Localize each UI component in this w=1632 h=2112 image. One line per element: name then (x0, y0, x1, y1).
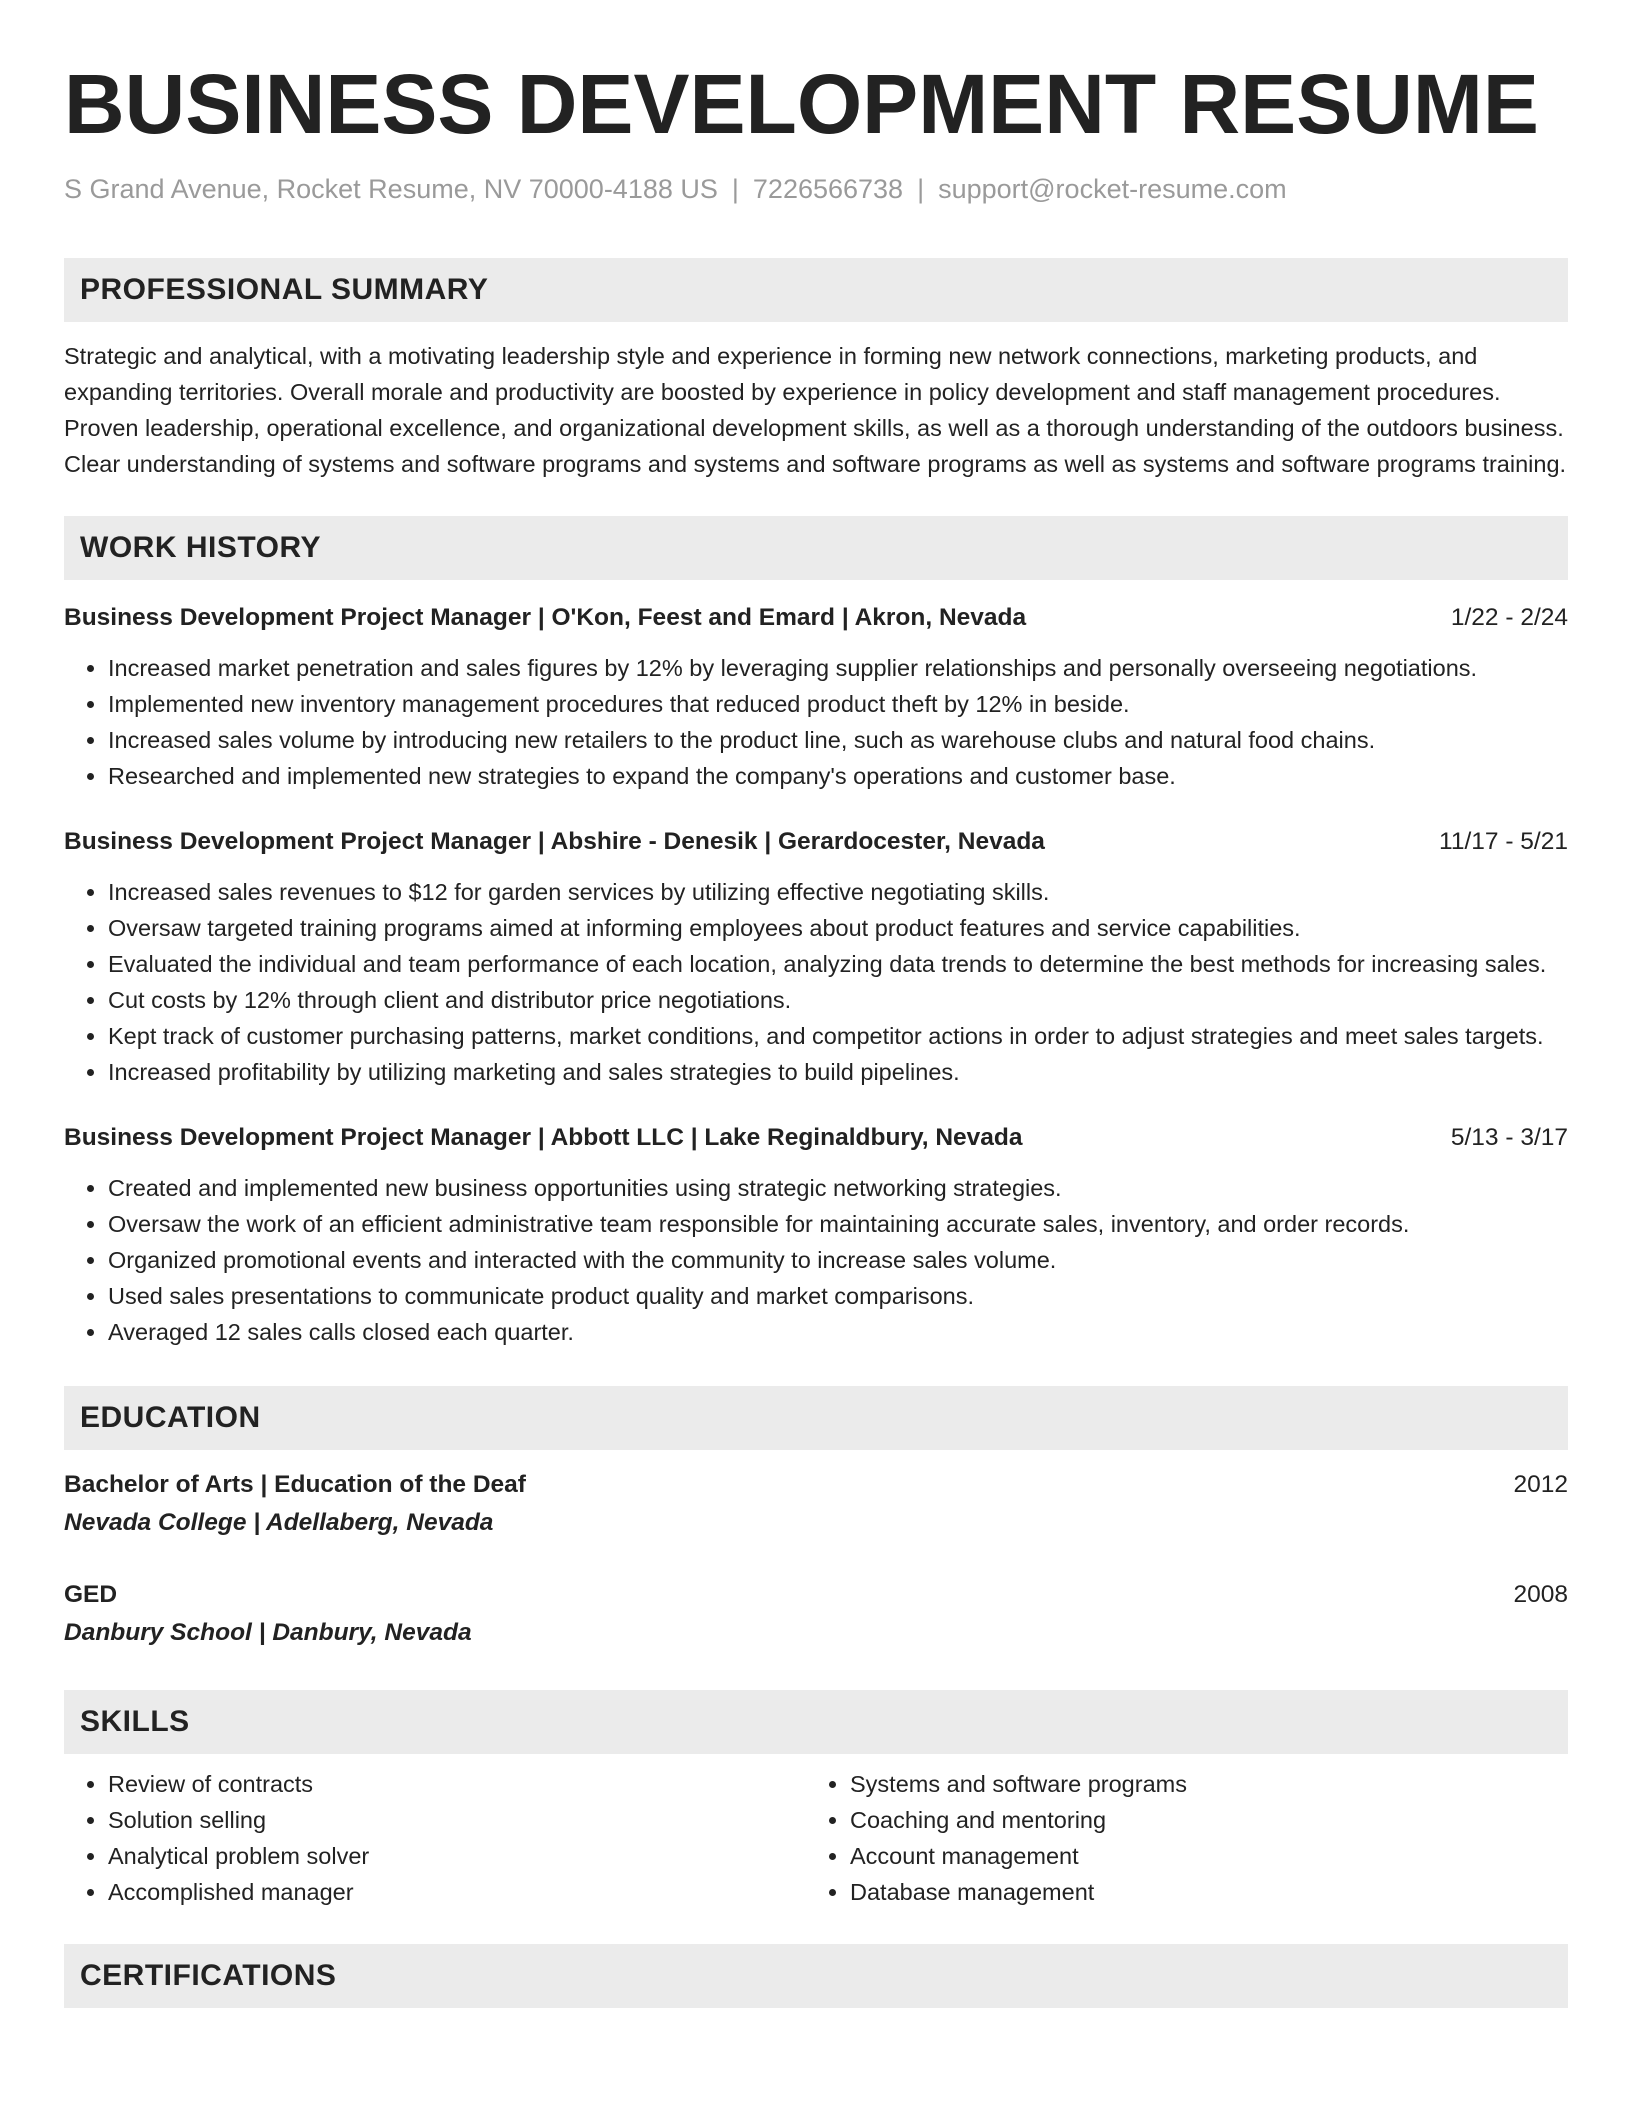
education-entry (64, 1576, 1568, 1652)
section-heading-work-history: WORK HISTORY (64, 516, 1568, 580)
skill-item: • Account management (850, 1838, 1548, 1874)
job-bullets (64, 1170, 1568, 1350)
job-dates: 1/22 - 2/24 (1450, 604, 1568, 631)
skills-grid (64, 1766, 1568, 1910)
job-bullet: • Researched and implemented new strategies to expand the company's operations and customer base. (108, 758, 1568, 794)
skill-item: • Solution selling (108, 1802, 806, 1838)
contact-line (64, 172, 1568, 206)
job-bullets (64, 650, 1568, 794)
section-heading-summary: PROFESSIONAL SUMMARY (64, 258, 1568, 322)
section-heading-education: EDUCATION (64, 1386, 1568, 1450)
education-year: 2012 (1513, 1471, 1568, 1498)
skill-item: • Coaching and mentoring (850, 1802, 1548, 1838)
skill-item: • Review of contracts (108, 1766, 806, 1802)
skill-item: • Systems and software programs (850, 1766, 1548, 1802)
job-bullet: • Created and implemented new business opportunities using strategic networking strategies. (108, 1170, 1568, 1206)
job-entry (64, 824, 1568, 1090)
job-title: Business Development Project Manager | Abbott LLC | Lake Reginaldbury, Nevada (64, 1124, 1023, 1151)
job-entry (64, 600, 1568, 794)
job-bullet: • Evaluated the individual and team performance of each location, analyzing data trends to determine the best methods for increasing sales. (108, 946, 1568, 982)
contact-email: support@rocket-resume.com (938, 174, 1287, 204)
job-bullet: • Implemented new inventory management procedures that reduced product theft by 12% in beside. (108, 686, 1568, 722)
job-dates: 5/13 - 3/17 (1450, 1124, 1568, 1151)
job-bullets (64, 874, 1568, 1090)
job-bullet: • Organized promotional events and interacted with the community to increase sales volume. (108, 1242, 1568, 1278)
education-degree: Bachelor of Arts | Education of the Deaf (64, 1471, 526, 1498)
section-heading-certifications: CERTIFICATIONS (64, 1944, 1568, 2008)
job-header (64, 1120, 1568, 1156)
job-bullet: • Kept track of customer purchasing patterns, market conditions, and competitor actions in order to adjust strategies and meet sales targets. (108, 1018, 1568, 1054)
job-dates: 11/17 - 5/21 (1439, 828, 1568, 855)
contact-separator: | (917, 174, 925, 204)
education-header (64, 1466, 1568, 1504)
contact-phone: 7226566738 (752, 174, 904, 204)
job-bullet: • Increased profitability by utilizing marketing and sales strategies to build pipelines. (108, 1054, 1568, 1090)
skill-item: • Database management (850, 1874, 1548, 1910)
job-entry (64, 1120, 1568, 1350)
education-header (64, 1576, 1568, 1614)
job-bullet: • Increased sales volume by introducing new retailers to the product line, such as warehouse clubs and natural food chains. (108, 722, 1568, 758)
education-degree: GED (64, 1581, 118, 1608)
resume-title: BUSINESS DEVELOPMENT RESUME (64, 57, 1539, 151)
job-bullet: • Used sales presentations to communicate product quality and market comparisons. (108, 1278, 1568, 1314)
job-bullet: • Oversaw the work of an efficient administrative team responsible for maintaining accurate sales, inventory, and order records. (108, 1206, 1568, 1242)
summary-text: Strategic and analytical, with a motivating leadership style and experience in forming new network connections, marketing products, and expanding territories. Overall morale and productivity are boosted by experience in policy development and staff management procedures. Proven leadership, operational excellence, and organizational development skills, as well as a thorough understanding of the outdoors business. Clear understanding of systems and software programs and systems and software programs as well as systems and software programs training. (64, 343, 1567, 477)
job-bullet: • Averaged 12 sales calls closed each quarter. (108, 1314, 1568, 1350)
skill-item: • Analytical problem solver (108, 1838, 806, 1874)
education-school: Nevada College | Adellaberg, Nevada (64, 1509, 494, 1536)
contact-address: S Grand Avenue, Rocket Resume, NV 70000-4188 US (64, 174, 718, 204)
job-title: Business Development Project Manager | Abshire - Denesik | Gerardocester, Nevada (64, 828, 1045, 855)
skills-column-right (806, 1766, 1548, 1910)
job-bullet: • Increased sales revenues to $12 for garden services by utilizing effective negotiating skills. (108, 874, 1568, 910)
skill-item: • Accomplished manager (108, 1874, 806, 1910)
job-bullet: • Cut costs by 12% through client and distributor price negotiations. (108, 982, 1568, 1018)
education-year: 2008 (1513, 1581, 1568, 1608)
section-heading-skills: SKILLS (64, 1690, 1568, 1754)
job-bullet: • Oversaw targeted training programs aimed at informing employees about product features and service capabilities. (108, 910, 1568, 946)
job-title: Business Development Project Manager | O'Kon, Feest and Emard | Akron, Nevada (64, 604, 1027, 631)
education-entry (64, 1466, 1568, 1542)
contact-separator: | (731, 174, 739, 204)
job-header (64, 600, 1568, 636)
skills-column-left (64, 1766, 806, 1910)
job-bullet: • Increased market penetration and sales figures by 12% by leveraging supplier relationships and personally overseeing negotiations. (108, 650, 1568, 686)
job-header (64, 824, 1568, 860)
education-school: Danbury School | Danbury, Nevada (64, 1619, 472, 1646)
